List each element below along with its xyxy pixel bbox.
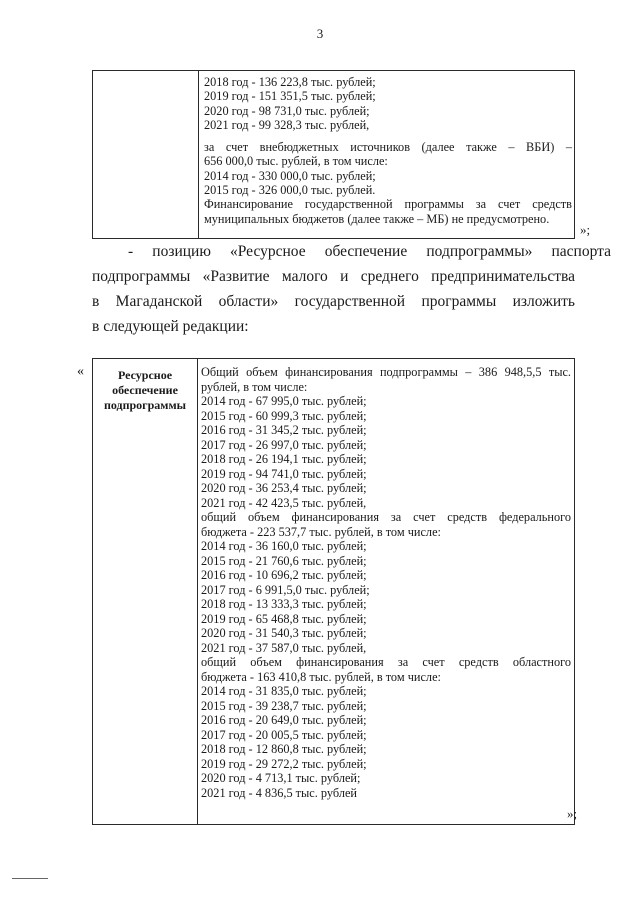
year-line: 2019 год - 151 351,5 тыс. рублей;: [204, 89, 376, 104]
column-divider: [197, 359, 198, 824]
year-line: 2019 год - 29 272,2 тыс. рублей;: [201, 756, 367, 771]
federal-text-line: бюджета - 223 537,7 тыс. рублей, в том числе:: [201, 524, 441, 539]
year-line: 2020 год - 4 713,1 тыс. рублей;: [201, 771, 361, 785]
year-line: 2016 год - 20 649,0 тыс. рублей;: [201, 713, 367, 727]
year-line: 2021 год - 42 423,5 тыс. рублей,: [201, 495, 367, 510]
year-line: 2018 год - 12 860,8 тыс. рублей;: [201, 742, 367, 756]
year-line: 2018 год - 136 223,8 тыс. рублей;: [204, 75, 376, 89]
footer-rule: [12, 878, 48, 879]
label-line: подпрограммы: [103, 398, 187, 412]
page-number: 3: [316, 26, 324, 41]
label-line: Ресурсное: [117, 368, 173, 382]
funding-table-continued: [92, 70, 575, 239]
year-line: 2021 год - 4 836,5 тыс. рублей: [201, 785, 358, 800]
federal-text-line: общий объем финансирования за счет средств федерального: [201, 510, 571, 524]
year-line: 2015 год - 326 000,0 тыс. рублей.: [204, 183, 376, 198]
vbi-text-line: 656 000,0 тыс. рублей, в том числе:: [204, 154, 388, 169]
vbi-text-line: за счет внебюджетных источников (далее также – ВБИ) –: [204, 140, 572, 155]
closing-quote-2: »;: [567, 806, 578, 821]
regional-text-line: бюджета - 163 410,8 тыс. рублей, в том числе:: [201, 669, 441, 684]
resource-cell: [201, 365, 571, 800]
year-line: 2018 год - 13 333,3 тыс. рублей;: [201, 597, 367, 611]
year-line: 2021 год - 37 587,0 тыс. рублей,: [201, 640, 367, 655]
year-line: 2015 год - 60 999,3 тыс. рублей;: [201, 408, 367, 423]
year-line: 2015 год - 39 238,7 тыс. рублей;: [201, 698, 367, 713]
mb-text-line: Финансирование государственной программы за счет средств: [204, 197, 572, 212]
total-text-line: рублей, в том числе:: [201, 379, 308, 394]
year-line: 2019 год - 65 468,8 тыс. рублей;: [201, 611, 367, 626]
regional-text-line: общий объем финансирования за счет средств областного: [201, 655, 571, 669]
year-line: 2021 год - 99 328,3 тыс. рублей,: [204, 117, 370, 132]
year-line: 2017 год - 20 005,5 тыс. рублей;: [201, 727, 367, 742]
year-line: 2014 год - 330 000,0 тыс. рублей;: [204, 168, 376, 183]
row-label: [93, 368, 197, 413]
year-line: 2016 год - 10 696,2 тыс. рублей;: [201, 568, 367, 582]
funding-cell: [204, 75, 572, 226]
year-line: 2019 год - 94 741,0 тыс. рублей;: [201, 466, 367, 481]
paragraph-line: подпрограммы «Развитие малого и среднего предпринимательства: [92, 268, 575, 285]
year-line: 2016 год - 31 345,2 тыс. рублей;: [201, 423, 367, 437]
paragraph-line: в Магаданской области» государственной программы изложить: [92, 293, 575, 310]
column-divider: [198, 71, 199, 238]
year-line: 2020 год - 36 253,4 тыс. рублей;: [201, 481, 367, 495]
year-line: 2018 год - 26 194,1 тыс. рублей;: [201, 452, 367, 466]
label-line: обеспечение: [112, 383, 178, 397]
year-line: 2014 год - 67 995,0 тыс. рублей;: [201, 394, 367, 408]
closing-quote-1: »;: [580, 222, 591, 237]
year-line: 2015 год - 21 760,6 тыс. рублей;: [201, 553, 367, 568]
year-line: 2017 год - 26 997,0 тыс. рублей;: [201, 437, 367, 452]
total-text-line: Общий объем финансирования подпрограммы – 386 948,5,5 тыс.: [201, 365, 571, 379]
mb-text-line: муниципальных бюджетов (далее также – МБ) не предусмотрено.: [204, 211, 550, 226]
resource-table: [92, 358, 578, 825]
year-line: 2017 год - 6 991,5,0 тыс. рублей;: [201, 582, 370, 597]
year-line: 2020 год - 31 540,3 тыс. рублей;: [201, 626, 367, 640]
paragraph-line: - позицию «Ресурсное обеспечение подпрограммы» паспорта: [128, 243, 611, 260]
year-line: 2020 год - 98 731,0 тыс. рублей;: [204, 103, 370, 118]
opening-quote: «: [77, 364, 84, 379]
paragraph-line: в следующей редакции:: [92, 318, 249, 335]
year-line: 2014 год - 31 835,0 тыс. рублей;: [201, 684, 367, 698]
year-line: 2014 год - 36 160,0 тыс. рублей;: [201, 539, 367, 553]
